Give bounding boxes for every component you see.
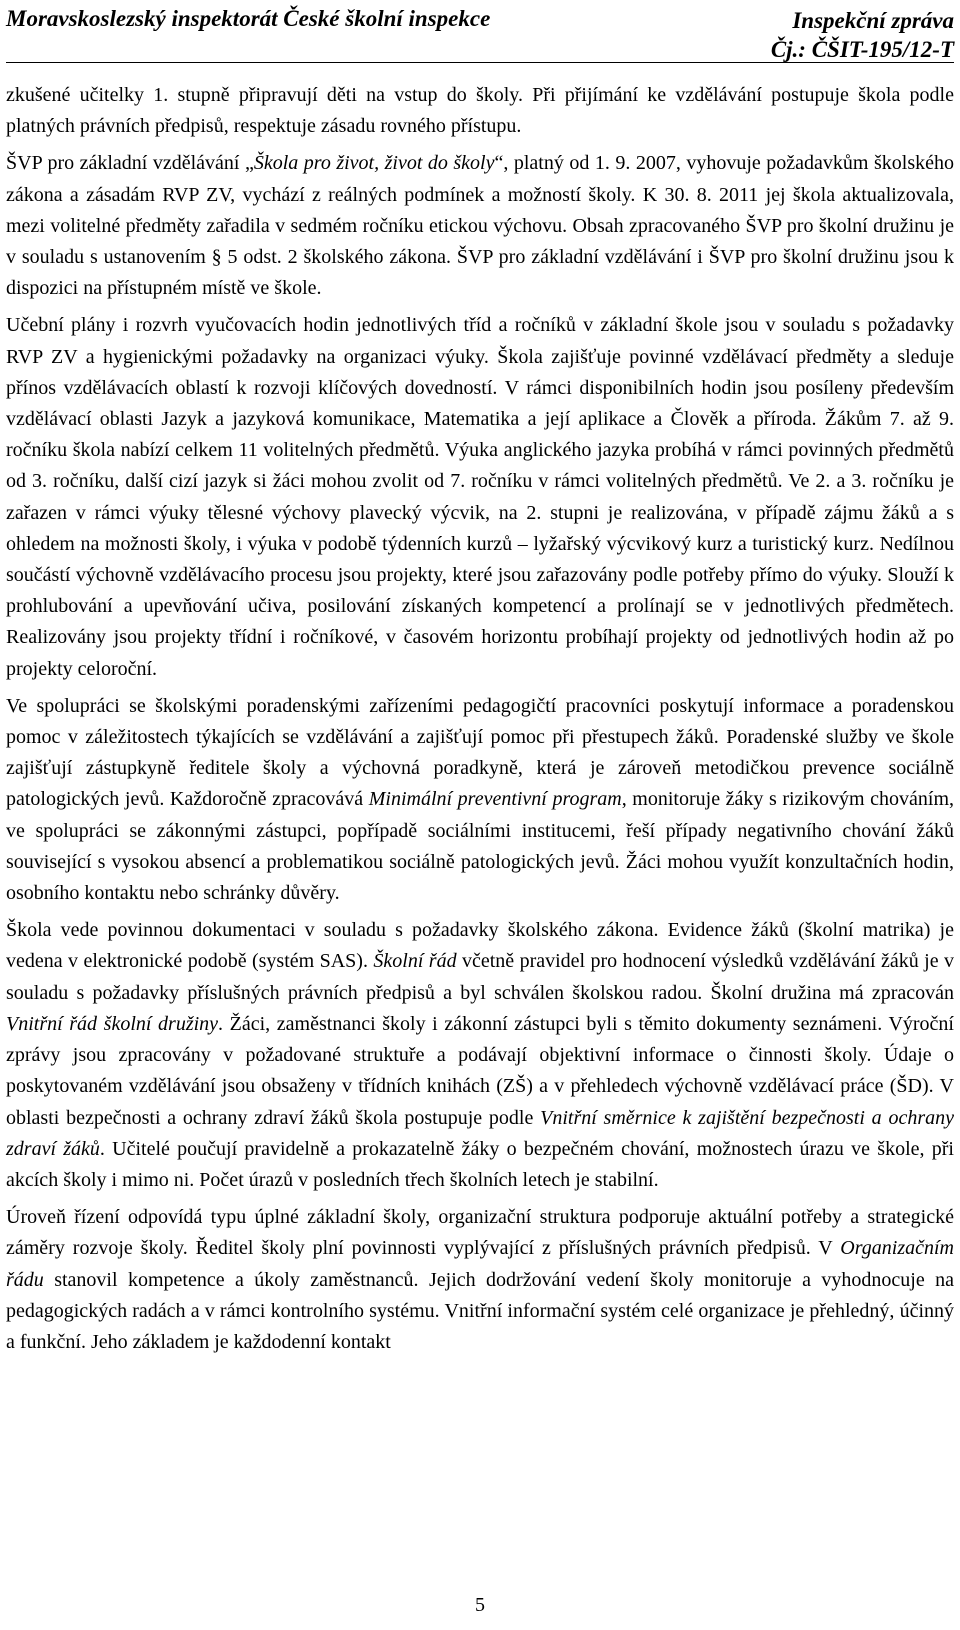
italic-text-run: Škola pro život, život do školy <box>253 152 495 175</box>
body-paragraph <box>6 915 954 1196</box>
body-paragraph <box>6 691 954 909</box>
page-header <box>6 4 954 63</box>
text-run: Škola vede povinnou dokumentaci v souladu s požadavky školského zákona. Evidence žáků (školní matrika) je vedena v elektronické podobě (systém SAS). <box>6 919 954 973</box>
body-paragraph <box>6 80 954 142</box>
header-report-info <box>771 6 954 64</box>
text-run: stanovil kompetence a úkoly zaměstnanců. Jejich dodržování vedení školy monitoruje a vyhodnocuje na pedagogických radách a v rámci kontrolního systému. Vnitřní informační systém celé organizace je přehledný, účinný a funkční. Jeho základem je každodenní kontakt <box>6 1268 954 1353</box>
text-run: zkušené učitelky 1. stupně připravují děti na vstup do školy. Při přijímání ke vzdělávání postupuje škola podle platných právních předpisů, respektuje zásadu rovného přístupu. <box>6 84 954 138</box>
page-number: 5 <box>475 1594 485 1616</box>
text-run: . Žáci, zaměstnanci školy i zákonní zástupci byli s těmito dokumenty seznámeni. Výroční zprávy jsou zpracovány v požadované struktuře a podávají objektivní informace o činnosti školy. Údaje o poskytovaném vzdělávání jsou obsaženy v třídních knihách (ZŠ) a v přehledech výchovně vzdělávací práce (ŠD). V oblasti bezpečnosti a ochrany zdraví žáků škola postupuje podle <box>6 1012 954 1129</box>
italic-text-run: Vnitřní řád školní družiny <box>6 1012 219 1035</box>
body-paragraph <box>6 1202 954 1358</box>
body-paragraph <box>6 310 954 684</box>
italic-text-run: Organizačním řádu <box>6 1237 954 1291</box>
header-report-title: Inspekční zpráva <box>792 8 954 33</box>
text-run: Úroveň řízení odpovídá typu úplné základní školy, organizační struktura podporuje aktuální potřeby a strategické záměry rozvoje školy. Ředitel školy plní povinnosti vyplývající z příslušných právních předpisů. V <box>6 1206 954 1260</box>
italic-text-run: Školní řád <box>373 950 457 973</box>
text-run: , monitoruje žáky s rizikovým chováním, ve spolupráci se zákonnými zástupci, popřípadě sociálními institucemi, řeší případy negativního chování žáků související s vysokou absencí a problematikou sociálně patologických jevů. Žáci mohou využít konzultačních hodin, osobního kontaktu nebo schránky důvěry. <box>6 788 955 905</box>
text-run: Učební plány i rozvrh vyučovacích hodin jednotlivých tříd a ročníků v základní škole jsou v souladu s požadavky RVP ZV a hygienickými požadavky na organizaci výuky. Škola zajišťuje povinné vzdělávací předměty a sleduje přínos vzdělávacích oblastí k rozvoji klíčových dovedností. V rámci disponibilních hodin jsou posíleny především vzdělávací oblasti Jazyk a jazyková komunikace, Matematika a její aplikace a Člověk a příroda. Žákům 7. až 9. ročníku škola nabízí celkem 11 volitelných předmětů. Výuka anglického jazyka probíhá v rámci povinných předmětů od 3. ročníku, další cizí jazyk si žáci mohou zvolit od 7. ročníku v rámci volitelných předmětů. Ve 2. a 3. ročníku je zařazen v rámci výuky tělesné výchovy plavecký výcvik, na 2. stupni je realizována, v případě zájmu žáků a s ohledem na možnosti školy, i výuka v podobě týdenních kurzů – lyžařský výcvikový kurz a turistický kurz. Nedílnou součástí výchovně vzdělávacího procesu jsou projekty, které jsou zařazovány podle potřeby přímo do výuky. Slouží k prohlubování a upevňování učiva, posilování získaných kompetencí a prolínají se v jednotlivých předmětech. Realizovány jsou projekty třídní i ročníkové, v časovém horizontu probíhají projekty od jednotlivých hodin až po projekty celoroční. <box>6 314 954 680</box>
italic-text-run: Vnitřní směrnice k zajištění bezpečnosti a ochrany zdraví žáků <box>6 1106 954 1160</box>
text-run: . Učitelé poučují pravidelně a prokazatelně žáky o bezpečném chování, možnostech úrazu ve škole, při akcích školy i mimo ni. Počet úrazů v posledních třech školních letech je stabilní. <box>6 1137 954 1191</box>
text-run: ŠVP pro základní vzdělávání „ <box>6 152 254 175</box>
text-run: včetně pravidel pro hodnocení výsledků vzdělávání žáků je v souladu s požadavky příslušných právních předpisů a byl schválen školskou radou. Školní družina má zpracován <box>6 950 954 1004</box>
document-body <box>6 80 954 1364</box>
header-reference-number: Čj.: ČŠIT-195/12-T <box>770 37 954 62</box>
italic-text-run: Minimální preventivní program <box>368 788 622 811</box>
text-run: Ve spolupráci se školskými poradenskými zařízeními pedagogičtí pracovníci poskytují informace a poradenskou pomoc v záležitostech týkajících se vzdělávání a zajišťují pomoc při přestupech žáků. Poradenské služby ve škole zajišťují zástupkyně ředitele školy a výchovná poradkyně, která je zároveň metodičkou prevence sociálně patologických jevů. Každoročně zpracovává <box>6 694 954 811</box>
text-run: “, platný od 1. 9. 2007, vyhovuje požadavkům školského zákona a zásadám RVP ZV, vychází z reálných podmínek a možností školy. K 30. 8. 2011 jej škola aktualizovala, mezi volitelné předměty zařadila v sedmém ročníku etickou výchovu. Obsah zpracovaného ŠVP pro školní družinu je v souladu s ustanovením § 5 odst. 2 školského zákona. ŠVP pro základní vzdělávání i ŠVP pro školní družinu jsou k dispozici na přístupném místě ve škole. <box>6 152 954 300</box>
header-institution: Moravskoslezský inspektorát České školní inspekce <box>6 6 491 31</box>
body-paragraph <box>6 148 954 304</box>
